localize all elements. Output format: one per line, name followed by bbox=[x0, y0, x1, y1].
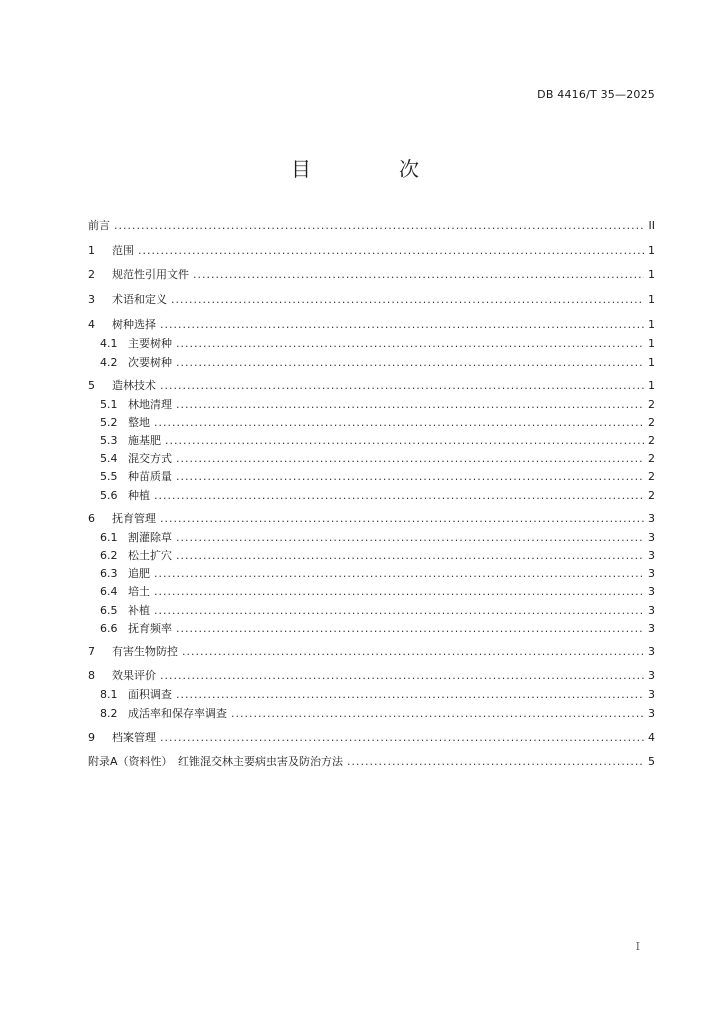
toc-entry-label: 施基肥 bbox=[128, 434, 161, 447]
toc-entry-label: 主要树种 bbox=[128, 337, 172, 350]
toc-entry[interactable] bbox=[100, 583, 655, 601]
toc-entry[interactable] bbox=[100, 354, 655, 372]
toc-entry[interactable] bbox=[88, 291, 655, 309]
toc-entry-number: 5.2 bbox=[100, 416, 118, 429]
toc-entry-page: 1 bbox=[648, 293, 655, 306]
toc-entry-page: 3 bbox=[648, 707, 655, 720]
toc-entry-page: 1 bbox=[648, 356, 655, 369]
toc-entry-number: 9 bbox=[88, 731, 95, 744]
toc-entry-label: 成活率和保存率调查 bbox=[128, 707, 227, 720]
toc-entry-label: 种植 bbox=[128, 489, 150, 502]
toc-entry-number: 6 bbox=[88, 512, 95, 525]
toc-leader-dots bbox=[171, 291, 644, 309]
toc-entry-number: 6.2 bbox=[100, 549, 118, 562]
toc-entry-label: 割灌除草 bbox=[128, 531, 172, 544]
toc-entry-number: 6.1 bbox=[100, 531, 118, 544]
toc-entry-label: 有害生物防控 bbox=[112, 645, 178, 658]
toc-entry[interactable] bbox=[88, 510, 655, 528]
toc-entry[interactable] bbox=[100, 432, 655, 450]
toc-entry[interactable] bbox=[88, 667, 655, 685]
toc-entry[interactable] bbox=[88, 729, 655, 747]
toc-leader-dots bbox=[154, 414, 644, 432]
toc-entry-number: 4.2 bbox=[100, 356, 118, 369]
toc-entry-page: 3 bbox=[648, 645, 655, 658]
toc-entry-number: 7 bbox=[88, 645, 95, 658]
toc-entry-label: 抚育管理 bbox=[112, 512, 156, 525]
toc-entry[interactable] bbox=[100, 487, 655, 505]
toc-entry-page: 1 bbox=[648, 337, 655, 350]
toc-leader-dots bbox=[176, 547, 644, 565]
page-title: 目 次 bbox=[291, 157, 453, 181]
toc-leader-dots bbox=[176, 620, 644, 638]
toc-leader-dots bbox=[231, 705, 644, 723]
toc-leader-dots bbox=[154, 583, 644, 601]
toc-entry-page: 3 bbox=[648, 585, 655, 598]
toc-entry-label: 种苗质量 bbox=[128, 470, 172, 483]
toc-entry-label: 造林技术 bbox=[112, 379, 156, 392]
toc-entry-page: 3 bbox=[648, 688, 655, 701]
toc-entry-number: 4 bbox=[88, 318, 95, 331]
toc-entry-page: 3 bbox=[648, 567, 655, 580]
toc-leader-dots bbox=[160, 316, 644, 334]
toc-leader-dots bbox=[176, 396, 644, 414]
toc-leader-dots bbox=[160, 667, 644, 685]
toc-entry-page: 5 bbox=[648, 755, 655, 768]
toc-entry-label: 松土扩穴 bbox=[128, 549, 172, 562]
toc-entry-page: 2 bbox=[648, 434, 655, 447]
toc-entry-number: 6.4 bbox=[100, 585, 118, 598]
document-code: DB 4416/T 35—2025 bbox=[537, 88, 655, 101]
toc-entry-number: 6.6 bbox=[100, 622, 118, 635]
toc-entry-page: 3 bbox=[648, 549, 655, 562]
toc-entry-number: 6.3 bbox=[100, 567, 118, 580]
toc-entry[interactable] bbox=[100, 565, 655, 583]
toc-entry-page: 1 bbox=[648, 244, 655, 257]
toc-entry[interactable] bbox=[100, 450, 655, 468]
toc-leader-dots bbox=[347, 753, 644, 771]
toc-entry[interactable] bbox=[88, 316, 655, 334]
toc-entry-label: 整地 bbox=[128, 416, 150, 429]
toc-entry-number: 5.3 bbox=[100, 434, 118, 447]
toc-entry[interactable] bbox=[100, 414, 655, 432]
toc-entry-number: 8.2 bbox=[100, 707, 118, 720]
toc-entry-page: 3 bbox=[648, 622, 655, 635]
toc-leader-dots bbox=[154, 602, 644, 620]
toc-entry-label: 追肥 bbox=[128, 567, 150, 580]
toc-leader-dots bbox=[165, 432, 644, 450]
toc-leader-dots bbox=[193, 266, 644, 284]
toc-entry-page: 3 bbox=[648, 531, 655, 544]
toc-entry-page: 2 bbox=[648, 489, 655, 502]
toc-entry-label: 抚育频率 bbox=[128, 622, 172, 635]
toc-entry-page: 4 bbox=[648, 731, 655, 744]
toc-entry-number: 4.1 bbox=[100, 337, 118, 350]
toc-entry[interactable] bbox=[88, 377, 655, 395]
toc-entry-label: 混交方式 bbox=[128, 452, 172, 465]
toc-leader-dots bbox=[182, 643, 644, 661]
toc-entry-label: 效果评价 bbox=[112, 669, 156, 682]
toc-entry-number: 5.1 bbox=[100, 398, 118, 411]
toc-entry-number: 6.5 bbox=[100, 604, 118, 617]
toc-entry-page: 3 bbox=[648, 604, 655, 617]
toc-entry-number: 3 bbox=[88, 293, 95, 306]
toc-entry-page: 1 bbox=[648, 379, 655, 392]
toc-entry-page: 2 bbox=[648, 416, 655, 429]
toc-entry[interactable] bbox=[100, 547, 655, 565]
toc-entry-label: 面积调查 bbox=[128, 688, 172, 701]
toc-entry[interactable] bbox=[88, 217, 655, 235]
toc-entry[interactable] bbox=[100, 602, 655, 620]
toc-entry-label: 档案管理 bbox=[112, 731, 156, 744]
toc-entry[interactable] bbox=[88, 753, 655, 771]
toc-entry-page: 2 bbox=[648, 452, 655, 465]
toc-entry-label: 附录A（资料性） 红锥混交林主要病虫害及防治方法 bbox=[88, 755, 344, 768]
toc-leader-dots bbox=[176, 686, 644, 704]
toc-entry[interactable] bbox=[100, 686, 655, 704]
toc-entry-label: 术语和定义 bbox=[112, 293, 167, 306]
toc-entry-page: 2 bbox=[648, 398, 655, 411]
toc-entry-number: 5.4 bbox=[100, 452, 118, 465]
toc-leader-dots bbox=[154, 487, 644, 505]
toc-entry-label: 补植 bbox=[128, 604, 150, 617]
toc-entry-label: 前言 bbox=[88, 219, 110, 232]
toc-leader-dots bbox=[160, 729, 644, 747]
toc-entry-page: 1 bbox=[648, 318, 655, 331]
toc-leader-dots bbox=[176, 529, 644, 547]
toc-leader-dots bbox=[176, 354, 644, 372]
toc-leader-dots bbox=[154, 565, 644, 583]
toc-entry-page: 3 bbox=[648, 512, 655, 525]
toc-entry-number: 5.5 bbox=[100, 470, 118, 483]
toc-leader-dots bbox=[176, 468, 644, 486]
toc-entry-label: 次要树种 bbox=[128, 356, 172, 369]
toc-entry[interactable] bbox=[100, 396, 655, 414]
toc-entry-number: 2 bbox=[88, 268, 95, 281]
toc-leader-dots bbox=[160, 377, 644, 395]
toc-entry[interactable] bbox=[100, 335, 655, 353]
toc-leader-dots bbox=[138, 242, 644, 260]
toc-entry-label: 培土 bbox=[128, 585, 150, 598]
toc-leader-dots bbox=[176, 335, 644, 353]
toc-entry[interactable] bbox=[100, 529, 655, 547]
toc-entry-page: II bbox=[648, 219, 655, 232]
toc-entry-number: 1 bbox=[88, 244, 95, 257]
toc-entry-number: 8.1 bbox=[100, 688, 118, 701]
toc-entry[interactable] bbox=[88, 242, 655, 260]
toc-leader-dots bbox=[160, 510, 644, 528]
toc-entry-label: 规范性引用文件 bbox=[112, 268, 189, 281]
toc-entry[interactable] bbox=[100, 705, 655, 723]
toc-entry[interactable] bbox=[88, 266, 655, 284]
toc-entry-label: 林地清理 bbox=[128, 398, 172, 411]
toc-entry-page: 3 bbox=[648, 669, 655, 682]
toc-entry-number: 8 bbox=[88, 669, 95, 682]
toc-entry-label: 范围 bbox=[112, 244, 134, 257]
toc-entry-page: 2 bbox=[648, 470, 655, 483]
page-number: I bbox=[635, 940, 640, 953]
toc-entry[interactable] bbox=[88, 643, 655, 661]
toc-entry[interactable] bbox=[100, 468, 655, 486]
toc-leader-dots bbox=[176, 450, 644, 468]
toc-entry[interactable] bbox=[100, 620, 655, 638]
toc-entry-number: 5 bbox=[88, 379, 95, 392]
toc-entry-page: 1 bbox=[648, 268, 655, 281]
toc-entry-number: 5.6 bbox=[100, 489, 118, 502]
toc-leader-dots bbox=[114, 217, 645, 235]
toc-entry-label: 树种选择 bbox=[112, 318, 156, 331]
